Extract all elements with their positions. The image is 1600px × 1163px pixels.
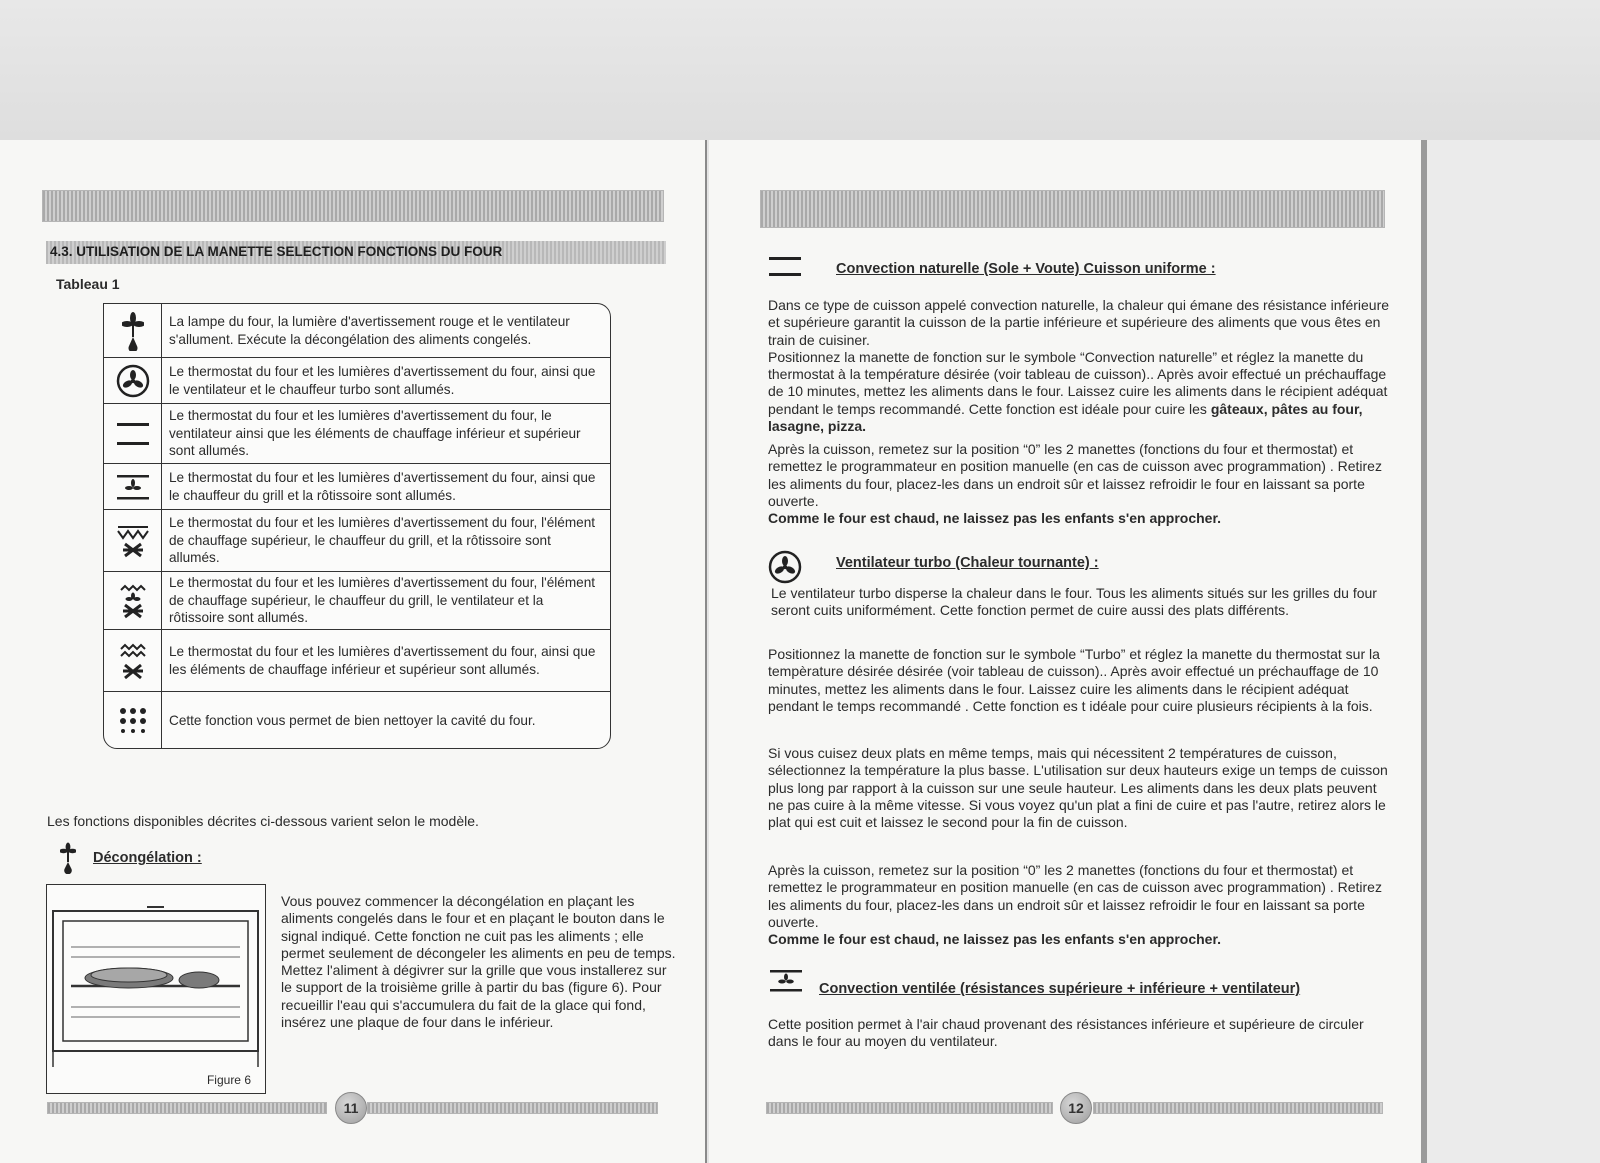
after-cooking-text-2: Après la cuisson, remetez sur la position “0” les 2 manettes (fonctions du four et thermostat) et remettez le programmateur en position manuelle (en cas de cuisson avec programmation) . Retirez les aliments du four, placez-les dans un endroit sûr et laissez refroidir le four en laissant sa porte ouverte. (768, 862, 1382, 930)
convection-text-1: Dans ce type de cuisson appelé convection naturelle, la chaleur qui émane des résistance inférieure et supérieure garantit la cuisson de la partie inférieure et supérieure des aliments que vous êtes en train de cuisiner. (768, 297, 1390, 348)
table-row (104, 572, 610, 630)
top-bottom-heat-icon (104, 404, 162, 463)
function-description: Cette fonction vous permet de bien nettoyer la cavité du four. (169, 712, 536, 728)
scan-background-top (0, 0, 1600, 140)
footer-band-right (766, 1102, 1053, 1114)
cleaning-dots-icon (104, 692, 162, 749)
warning-text-1: Comme le four est chaud, ne laissez pas les enfants s'en approcher. (768, 510, 1222, 527)
header-band-left (42, 190, 664, 222)
convection-paragraph (768, 297, 1390, 435)
header-band-right (760, 190, 1385, 228)
page-number: 12 (1060, 1092, 1092, 1124)
page-number: 11 (335, 1092, 367, 1124)
table-row (104, 404, 610, 464)
defrost-fan-icon (104, 304, 162, 357)
grill-fan-rotisserie-icon (104, 572, 162, 629)
turbo-fan-icon (104, 358, 162, 403)
grill-rotisserie-icon (104, 510, 162, 571)
grill-bottom-rotisserie-icon (104, 630, 162, 691)
turbo-text-1: Le ventilateur turbo disperse la chaleur dans le four. Tous les aliments situés sur les grilles du four seront cuits uniformément. Cette fonction permet de cuire aussi des plats différents. (771, 585, 1377, 619)
function-description: Le thermostat du four et les lumières d'avertissement du four, ainsi que les éléments de chauffage inférieur et supérieur sont allumés. (169, 644, 596, 677)
table-row (104, 630, 610, 692)
fan-convection-text: Cette position permet à l'air chaud provenant des résistances inférieure et supérieure de circuler dans le four au moyen du ventilateur. (768, 1016, 1364, 1050)
turbo-text-3: Si vous cuisez deux plats en même temps, mais qui nécessitent 2 températures de cuisson, sélectionnez la température la plus basse. L'utilisation sur deux hauteurs exige un temps de cuisson plus long par rapport à la cuisson sur une seule hauteur. Les aliments dans les deux plats peuvent ne pas cuire à la même vitesse. Si vous voyez qu'un plat a fini de cuire et pas l'autre, retirez alors le plat qui est cuit et laissez le second pour la fin de cuisson. (768, 745, 1388, 831)
fan-assisted-icon (104, 464, 162, 509)
table-row (104, 304, 610, 358)
function-description: Le thermostat du four et les lumières d'avertissement du four, l'élément de chauffage supérieur, le chauffeur du grill, et la rôtissoire sont allumés. (169, 515, 596, 566)
turbo-fan-icon (768, 550, 802, 589)
after-cooking-text-1: Après la cuisson, remetez sur la position “0” les 2 manettes (fonctions du four et thermostat) et remettez le programmateur en position manuelle (en cas de cuisson avec programmation) . Retirez les aliments du four, placez-les dans un endroit sûr et laissez refroidir le four en laissant sa porte ouverte. (768, 441, 1382, 509)
function-description: La lampe du four, la lumière d'avertissement rouge et le ventilateur s'allument. Exécute la décongélation des aliments congelés. (169, 314, 570, 347)
defrost-heading: Décongélation : (93, 850, 202, 866)
defrost-text: Vous pouvez commencer la décongélation en plaçant les aliments congelés dans le four et en plaçant le bouton dans le signal indiqué. Cette fonction ne cuit pas les aliments ; elle permet seulement de décongeler les aliments en peu de temps. Mettez l'aliment à dégivrer sur la grille que vous installerez sur le support de la troisième grille à partir du bas (figure 6). Pour recueillir l'eau qui s'accumulera du fait de la glace qui fond, insérez une plaque de four dans le inférieur. (281, 893, 676, 1031)
defrost-icon (60, 842, 76, 879)
table-row (104, 358, 610, 404)
functions-table (103, 303, 611, 749)
models-note: Les fonctions disponibles décrites ci-dessous varient selon le modèle. (47, 813, 479, 829)
function-description: Le thermostat du four et les lumières d'avertissement du four, le ventilateur ainsi que les éléments de chauffage inférieur et supérieur sont allumés. (169, 408, 581, 459)
convection-heading: Convection naturelle (Sole + Voute) Cuisson uniforme : (836, 261, 1216, 277)
table-row (104, 510, 610, 572)
table-row (104, 464, 610, 510)
figure-caption: Figure 6 (206, 1073, 251, 1087)
after-cooking-paragraph (768, 441, 1390, 527)
top-bottom-heat-icon (767, 254, 803, 283)
function-description: Le thermostat du four et les lumières d'avertissement du four, l'élément de chauffage supérieur, le chauffeur du grill, le ventilateur et la rôtissoire sont allumés. (169, 575, 596, 626)
turbo-heading: Ventilateur turbo (Chaleur tournante) : (836, 555, 1099, 571)
footer-band-left (47, 1102, 327, 1114)
turbo-text-2: Positionnez la manette de fonction sur le symbole “Turbo” et réglez la manette du thermostat sur la tempèrature désirée désirée (voir tableau de cuisson).. Après avoir effectué un préchauffage de 10 minutes, mettez les aliments dans le four. Laissez cuire les aliments dans le récipient adéquat pendant le temps recommandé . Cette fonction es t idéale pour cuire plusieurs récipients à la fois. (768, 646, 1380, 714)
after-cooking-paragraph-2 (768, 862, 1390, 948)
oven-figure (46, 884, 266, 1094)
warning-text-2: Comme le four est chaud, ne laissez pas les enfants s'en approcher. (768, 931, 1222, 948)
section-title: 4.3. UTILISATION DE LA MANETTE SELECTION FONCTIONS DU FOUR (46, 241, 666, 264)
convection-text-2: Positionnez la manette de fonction sur le symbole “Convection naturelle” et réglez la manette du thermostat à la température désirée (voir tableau de cuisson).. Après avoir effectué un préchauffage de 10 minutes, mettez les aliments dans le four. Laissez cuire les aliments dans le récipient adéquat pendant le temps recommandé. Cette fonction est idéale pour cuire les (768, 348, 1388, 417)
function-description: Le thermostat du four et les lumières d'avertissement du four, ainsi que le ventilateur et le chauffeur turbo sont allumés. (169, 364, 596, 397)
table-row (104, 692, 610, 749)
table-label: Tableau 1 (56, 276, 120, 292)
convection-foods: gâteaux, pâtes au four, lasagne, pizza. (768, 400, 1363, 435)
footer-band-left (367, 1102, 658, 1114)
function-description: Le thermostat du four et les lumières d'avertissement du four, ainsi que le chauffeur du grill et la rôtissoire sont allumés. (169, 470, 596, 503)
fan-convection-heading: Convection ventilée (résistances supérieure + inférieure + ventilateur) (819, 981, 1301, 997)
scan-background-right (1427, 140, 1600, 1163)
footer-band-right (1093, 1102, 1383, 1114)
fan-assisted-icon (768, 968, 804, 999)
